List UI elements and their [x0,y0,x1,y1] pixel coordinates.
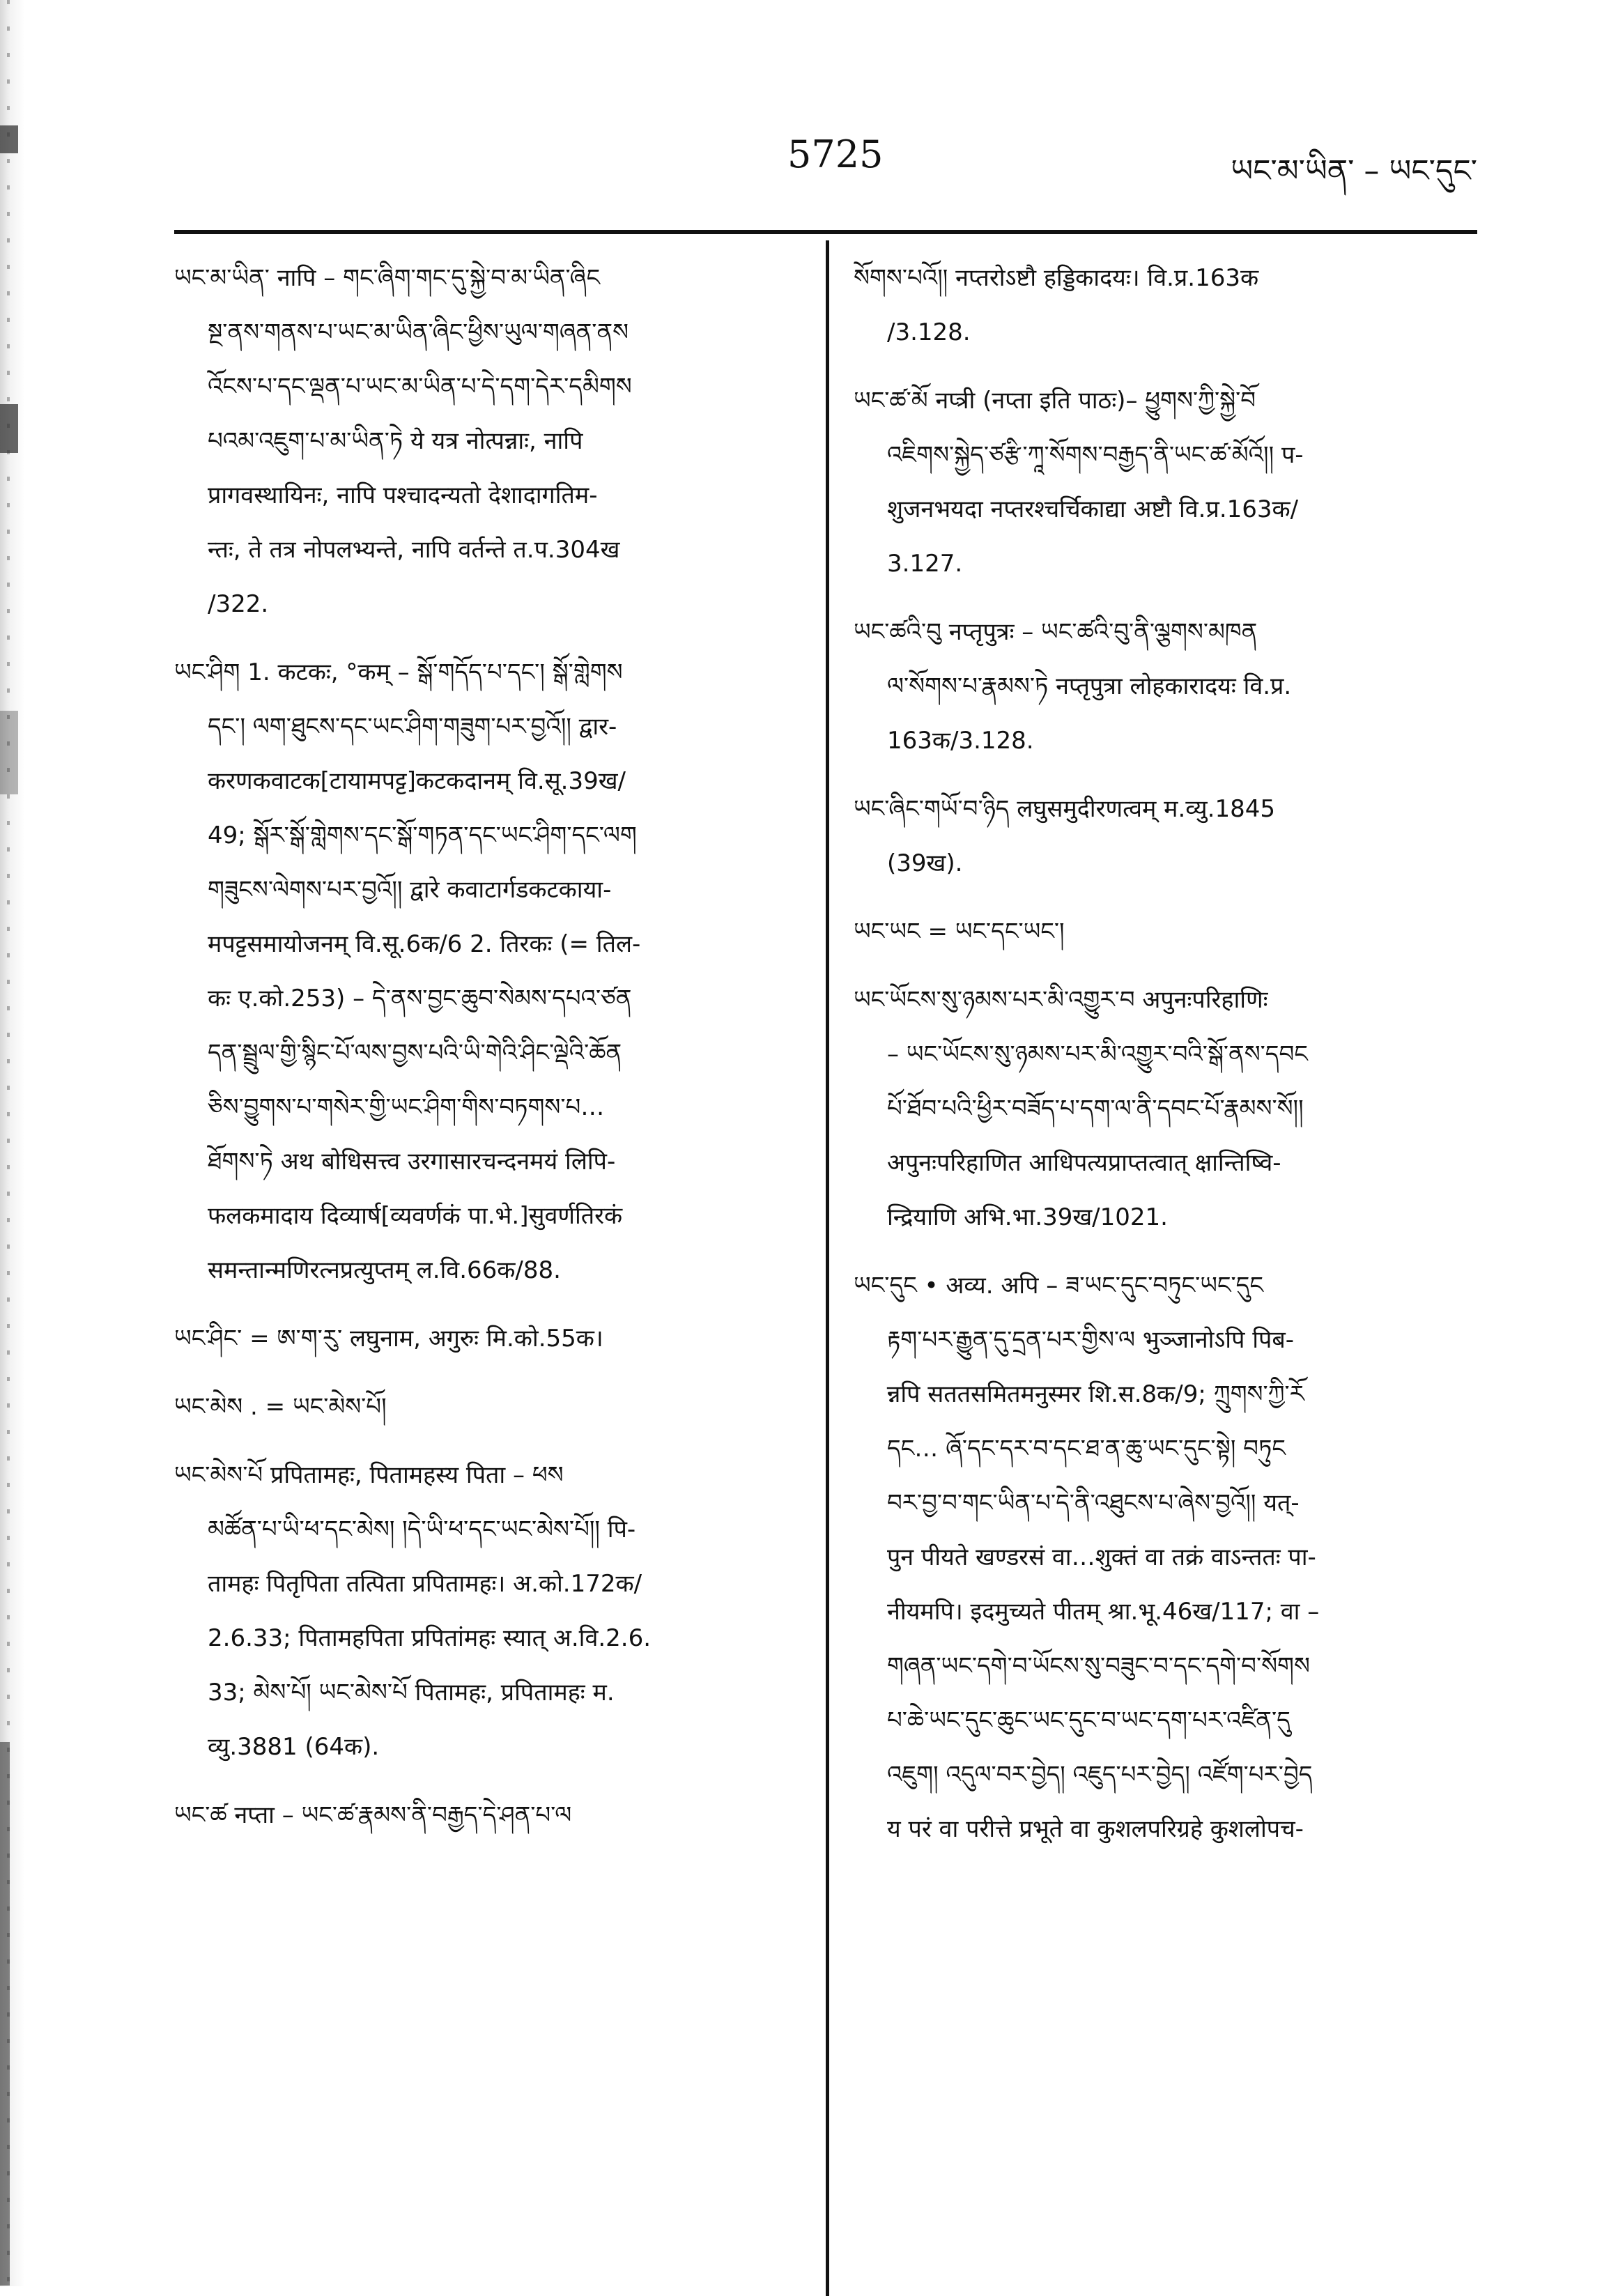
entry-line: कः ए.को.253) – དེ་ནས་བྱང་ཆུབ་སེམས་དཔའ་ཙན [208,985,632,1012]
entry-line: པ་ཆེ་ཡང་དུང་ཆུང་ཡང་དུང་བ་ཡང་དག་པར་འཛིན་དུ [887,1706,1290,1734]
entry-line: པའམ་འཇུག་པ་མ་ཡིན་ཏེ ये यत्र नोत्पन्नाः, नापि [208,427,583,455]
entry-headline: ཡང་དུང • अव्य. अपि – ཟ་ཡང་དུང་བཏུང་ཡང་དུང [854,1272,1263,1300]
right-column [854,251,1467,1870]
left-column [174,251,794,1856]
page-number: 5725 [787,132,884,176]
scan-spine-mark [0,404,18,453]
entry-headline: ཡང་ཚའི་བུ नप्तृपुत्रः – ཡང་ཚའི་བུ་ནི་ལྕགས་མཁན [854,618,1258,646]
entry-line: དན་སྦྲུལ་གྱི་སྙིང་པོ་ལས་བྱས་པའི་ཡི་གེའི་ཤིང་ལྡེའི་ཆོན [208,1039,622,1067]
entry-headline: ཡང་མ་ཡིན་ नापि – གང་ཞིག་གང་དུ་སྐྱེ་བ་མ་ཡིན་ཞིང [174,264,601,292]
dictionary-entry [854,373,1467,591]
entry-headline: ཡང་ཤིང་ = ཨ་ག་རུ་ लघुनाम, अगुरुः मि.को.55क। [174,1325,603,1353]
scan-spine-mark [0,1742,10,2286]
entry-line: ཐོགས་ཏེ अथ बोधिसत्त्व उरगासारचन्दनमयं लिपि- [208,1148,616,1176]
entry-line: 3.127. [887,550,963,578]
dictionary-entry [854,605,1467,768]
dictionary-entry [174,1380,794,1434]
entry-line: समन्तान्मणिरत्नप्रत्युप्तम् ल.वि.66क/88. [208,1256,561,1284]
entry-headline: སོགས་པའོ།། नप्तरोऽष्टौ हड्डिकादयः। वि.प्र.163क [854,264,1259,292]
dictionary-entry [854,782,1467,891]
entry-line: 33; མེས་པོ། ཡང་མེས་པོ पितामहः, प्रपितामहः म. [208,1679,615,1706]
header-rule [174,230,1477,234]
entry-line: अपुनःपरिहाणित आधिपत्यप्राप्तत्वात् क्षान्तिष्वि- [887,1149,1281,1177]
entry-headline: ཡང་ཚ་མོ नप्त्री (नप्ता इति पाठः)– ཕྱུགས་ཀྱི་སྐྱེ་བོ [854,387,1256,415]
entry-line: – ཡང་ཡོངས་སུ་ཉམས་པར་མི་འགྱུར་བའི་སྒོ་ནས་དབང [887,1040,1308,1068]
entry-line: གཞན་ཡང་དགེ་བ་ཡོངས་སུ་བཟུང་བ་དང་དགེ་བ་སོགས [887,1652,1310,1680]
entry-line: ཅིས་བྱུགས་པ་གསེར་གྱི་ཡང་ཤིག་གིས་བཏགས་པ… [208,1093,605,1121]
entry-line: 163क/3.128. [887,727,1034,755]
entry-line: न्द्रियाणि अभि.भा.39ख/1021. [887,1203,1168,1231]
entry-headline: ཡང་ཤིག 1. कटकः, °कम् – སྒོ་གདོད་པ་དང་། སྒོ་གླེགས [174,658,623,686]
entry-line: न्तः, ते तत्र नोपलभ्यन्ते, नापि वर्तन्ते त.प.304ख [208,536,620,564]
dictionary-entry [174,1788,794,1842]
entry-line: नीयमपि। इदमुच्यते पीतम् श्रा.भू.46ख/117; वा – [887,1598,1320,1626]
dictionary-entry [854,904,1467,959]
entry-line: फलकमादाय दिव्यार्ष[व्यवर्णकं पा.भे.]सुवर्णतिरकं [208,1202,623,1230]
dictionary-entry [174,1448,794,1774]
entry-line: དང་། ལག་ཐུངས་དང་ཡང་ཤིག་གཟུག་པར་བྱའོ།། द्वार- [208,713,617,741]
entry-line: मपट्टसमायोजनम् वि.सू.6क/6 2. तिरकः (= तिल- [208,930,641,958]
dictionary-entry [854,973,1467,1245]
scan-spine-mark [0,125,18,153]
entry-headline: ཡང་མེས་པོ प्रपितामहः, पितामहस्य पिता – ཕས [174,1461,564,1489]
entry-headline: ཡང་ཡང = ཡང་དང་ཡང་། [854,918,1065,946]
entry-line: འཇིགས་སྐྱེད་ཙརྩི་ཀཱ་སོགས་བརྒྱད་ནི་ཡང་ཚ་མོའོ།། प- [887,441,1304,469]
dictionary-entry [174,1311,794,1366]
entry-headline: ཡང་ཚ नप्ता – ཡང་ཚ་རྣམས་ནི་བརྒྱད་དེ་ཤན་པ་ལ [174,1801,572,1829]
entry-line: न्नपि सततसमितमनुस्मर शि.स.8क/9; ཀྲུགས་ཀྱི་རོ [887,1380,1304,1408]
entry-line: पुन पीयते खण्डरसं वा…शुक्तं वा तक्रं वाऽन्ततः पा- [887,1543,1316,1571]
entry-line: (39ख). [887,849,963,877]
entry-line: བར་བྱ་བ་གང་ཡིན་པ་དེ་ནི་འཐུངས་པ་ཞེས་བྱའོ།། यत्- [887,1489,1300,1517]
entry-line: /322. [208,590,269,618]
entry-line: य परं वा परीत्ते प्रभूते वा कुशलपरिग्रहे कुशलोपच- [887,1815,1304,1843]
entry-line: 2.6.33; पितामहपिता प्रपितांमहः स्यात् अ.वि.2.6. [208,1624,652,1652]
dictionary-entry [854,251,1467,360]
entry-line: व्यु.3881 (64क). [208,1733,380,1761]
running-head: ཡང་མ་ཡིན་ – ཡང་དུང་ [1231,153,1477,189]
dictionary-entry [174,645,794,1297]
entry-line: /3.128. [887,318,971,346]
entry-line: शुजनभयदा नप्तरश्चर्चिकाद्या अष्टौ वि.प्र.163क/ [887,495,1299,523]
dictionary-entry [854,1258,1467,1856]
entry-headline: ཡང་མེས . = ཡང་མེས་པོ། [174,1393,387,1421]
entry-line: མཚོན་པ་ཡི་ཕ་དང་མེས། །དེ་ཡི་ཕ་དང་ཡང་མེས་པོ།། पि- [208,1516,636,1543]
entry-headline: ཡང་ཞིང་གཡོ་བ་ཉིད लघुसमुदीरणत्वम् म.व्यु.1845 [854,795,1275,823]
entry-line: སྔ་ནས་གནས་པ་ཡང་མ་ཡིན་ཞིང་ཕྱིས་ཡུལ་གཞན་ནས [208,318,629,346]
entry-line: འཇུག། འདུལ་བར་བྱེད། འཇུད་པར་བྱེད། འཛོག་པར་བྱེད [887,1761,1313,1789]
entry-line: རྟག་པར་རྒྱུན་དུ་དྲན་པར་གྱིས་ལ भुञ्जानोऽपि पिब- [887,1326,1295,1354]
entry-line: प्रागवस्थायिनः, नापि पश्चादन्यतो देशादागतिम- [208,481,598,509]
entry-headline: ཡང་ཡོངས་སུ་ཉམས་པར་མི་འགྱུར་བ अपुनःपरिहाणिः [854,986,1268,1014]
dictionary-entry [174,251,794,631]
entry-line: གཟུངས་ལེགས་པར་བྱའོ།། द्वारे कवाटार्गडकटकाया- [208,876,612,904]
column-divider [826,240,829,2296]
entry-line: ལ་སོགས་པ་རྣམས་ཏེ नप्तृपुत्रा लोहकारादयः वि.प्र. [887,672,1292,700]
entry-line: དང… ཞོ་དང་དར་བ་དང་ཐ་ན་ཆུ་ཡང་དུང་སྟེ། བཏུང [887,1435,1286,1463]
scan-spine-mark [0,711,18,794]
entry-line: འོངས་པ་དང་ལྡན་པ་ཡང་མ་ཡིན་པ་དེ་དག་དེར་དམིགས [208,373,632,401]
page-header [174,132,1477,202]
entry-line: तामहः पितृपिता तत्पिता प्रपितामहः। अ.को.172क/ [208,1570,642,1598]
entry-line: 49; སྒོར་སྒོ་གླེགས་དང་སྒོ་གཏན་དང་ཡང་ཤིག་དང་ལག [208,822,637,849]
entry-line: པོ་ཐོབ་པའི་ཕྱིར་བཟོད་པ་དག་ལ་ནི་དབང་པོ་རྣམས་སོ།། [887,1095,1304,1123]
entry-line: करणकवाटक[टायामपट्ट]कटकदानम् वि.सू.39ख/ [208,767,626,795]
